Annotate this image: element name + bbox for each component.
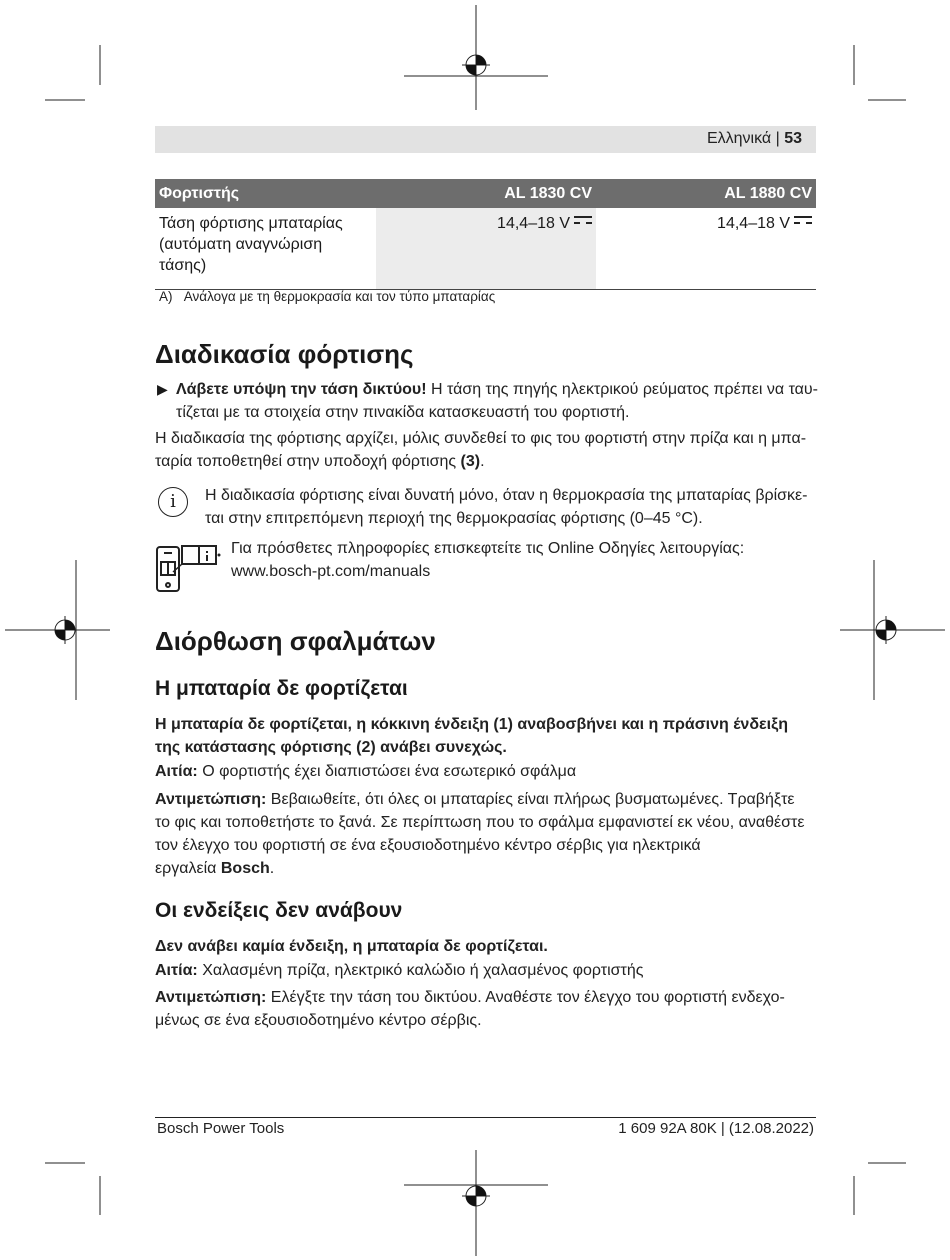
sub2-remedy-label: Αντιμετώπιση: bbox=[155, 989, 267, 1006]
spec-table bbox=[155, 179, 816, 290]
sub1-remedy-line-1: Βεβαιωθείτε, ότι όλες οι μπαταρίες είναι πλήρως βυσματωμένες. Τραβήξτε bbox=[266, 791, 795, 808]
spec-row-label bbox=[155, 208, 376, 290]
warning-text-1: Η τάση της πηγής ηλεκτρικού ρεύματος πρέπει να ταυ- bbox=[426, 381, 818, 398]
footer-divider bbox=[155, 1117, 816, 1118]
online-manual-icon bbox=[155, 538, 221, 594]
process-line-2: ταρία τοποθετηθεί στην υποδοχή φόρτισης bbox=[155, 453, 461, 470]
sub2-cause-label: Αιτία: bbox=[155, 962, 198, 979]
sub2-cause-text: Χαλασμένη πρίζα, ηλεκτρικό καλώδιο ή χαλασμένος φορτιστής bbox=[197, 962, 644, 979]
page-header bbox=[155, 126, 816, 153]
sub1-remedy-line-2: το φις και τοποθετήστε το ξανά. Σε περίπτωση που το σφάλμα εμφανιστεί εκ νέου, αναθέστε bbox=[155, 814, 805, 831]
sub1-symptom-line-2: της κατάστασης φόρτισης (2) ανάβει συνεχώς. bbox=[155, 739, 507, 756]
sub1-cause bbox=[155, 760, 835, 783]
warning-bold: Λάβετε υπόψη την τάση δικτύου! bbox=[176, 381, 427, 398]
header-text bbox=[707, 130, 802, 148]
footer-publisher: Bosch Power Tools bbox=[157, 1120, 285, 1137]
sub1-remedy-line-4: εργαλεία bbox=[155, 860, 221, 877]
manual-paragraph bbox=[231, 537, 831, 583]
sub2-symptom bbox=[155, 935, 835, 958]
sub1-symptom-line-1: Η μπαταρία δε φορτίζεται, η κόκκινη ένδειξη (1) αναβοσβήνει και η πράσινη ένδειξη bbox=[155, 716, 788, 733]
sub1-remedy-brand: Bosch bbox=[220, 860, 270, 877]
troubleshooting-heading: Διόρθωση σφαλμάτων bbox=[155, 626, 436, 656]
sub1-remedy-end: . bbox=[269, 860, 275, 877]
sub2-symptom-text: Δεν ανάβει καμία ένδειξη, η μπαταρία δε φορτίζεται. bbox=[155, 938, 548, 955]
bullet-arrow-icon: ▶ bbox=[157, 381, 168, 397]
footnote-mark: A) bbox=[159, 289, 173, 304]
manual-line-1: Για πρόσθετες πληροφορίες επισκεφτείτε τις Online Οδηγίες λειτουργίας: bbox=[231, 540, 745, 557]
sub1-remedy-label: Αντιμετώπιση: bbox=[155, 791, 267, 808]
header-separator: | bbox=[771, 130, 785, 147]
sub1-heading: Η μπαταρία δε φορτίζεται bbox=[155, 677, 408, 700]
warning-text-2: τίζεται με τα στοιχεία στην πινακίδα κατασκευαστή του φορτιστή. bbox=[176, 404, 630, 421]
info-line-1: Η διαδικασία φόρτισης είναι δυνατή μόνο, όταν η θερμοκρασία της μπαταρίας βρίσκε- bbox=[205, 487, 808, 504]
process-line-1: Η διαδικασία της φόρτισης αρχίζει, μόλις συνδεθεί το φις του φορτιστή στην πρίζα και η μπα- bbox=[155, 430, 807, 447]
info-line-2: ται στην επιτρεπόμενη περιοχή της θερμοκρασίας φόρτισης (0–45 °C). bbox=[205, 510, 703, 527]
table-row bbox=[155, 208, 816, 290]
table-footnote bbox=[159, 289, 495, 304]
sub1-cause-text: Ο φορτιστής έχει διαπιστώσει ένα εσωτερικό σφάλμα bbox=[197, 763, 577, 780]
sub1-cause-label: Αιτία: bbox=[155, 763, 198, 780]
spec-value-2-text: 14,4–18 V bbox=[717, 215, 790, 232]
footer-document-id: 1 609 92A 80K | (12.08.2022) bbox=[618, 1120, 814, 1137]
manual-url-link[interactable]: www.bosch-pt.com/manuals bbox=[231, 563, 431, 580]
spec-col-label: Φορτιστής bbox=[155, 179, 376, 208]
info-paragraph bbox=[205, 484, 835, 530]
sub1-remedy bbox=[155, 788, 835, 880]
spec-col-model-2: AL 1880 CV bbox=[596, 179, 816, 208]
dc-symbol-icon bbox=[574, 216, 592, 227]
spec-value-1-text: 14,4–18 V bbox=[497, 215, 570, 232]
sub1-symptom bbox=[155, 713, 835, 759]
spec-col-model-1: AL 1830 CV bbox=[376, 179, 596, 208]
footnote-text: Ανάλογα με τη θερμοκρασία και τον τύπο μπαταρίας bbox=[183, 289, 496, 304]
sub2-heading: Οι ενδείξεις δεν ανάβουν bbox=[155, 899, 403, 922]
page-number: 53 bbox=[784, 130, 802, 147]
spec-row-value-2 bbox=[596, 208, 816, 290]
dc-symbol-icon bbox=[794, 216, 812, 227]
spec-row-value-1 bbox=[376, 208, 596, 290]
process-ref: (3) bbox=[460, 453, 481, 470]
warning-paragraph bbox=[176, 378, 826, 424]
process-end: . bbox=[480, 453, 485, 470]
sub2-remedy bbox=[155, 986, 835, 1032]
spec-row-label-text: Τάση φόρτισης μπαταρίας (αυτόματη αναγνώριση τάσης) bbox=[159, 215, 343, 274]
spec-table-header-row bbox=[155, 179, 816, 208]
header-language: Ελληνικά bbox=[706, 130, 772, 147]
sub2-remedy-line-2: μένως σε ένα εξουσιοδοτημένο κέντρο σέρβις. bbox=[155, 1012, 482, 1029]
sub2-remedy-line-1: Ελέγξτε την τάση του δικτύου. Αναθέστε τον έλεγχο του φορτιστή ενδεχο- bbox=[266, 989, 785, 1006]
sub2-cause bbox=[155, 959, 835, 982]
process-paragraph bbox=[155, 427, 835, 473]
sub1-remedy-line-3: τον έλεγχο του φορτιστή σε ένα εξουσιοδοτημένο κέντρο σέρβις για ηλεκτρικά bbox=[155, 837, 701, 854]
charging-heading: Διαδικασία φόρτισης bbox=[155, 339, 414, 369]
info-icon: i bbox=[158, 487, 188, 517]
